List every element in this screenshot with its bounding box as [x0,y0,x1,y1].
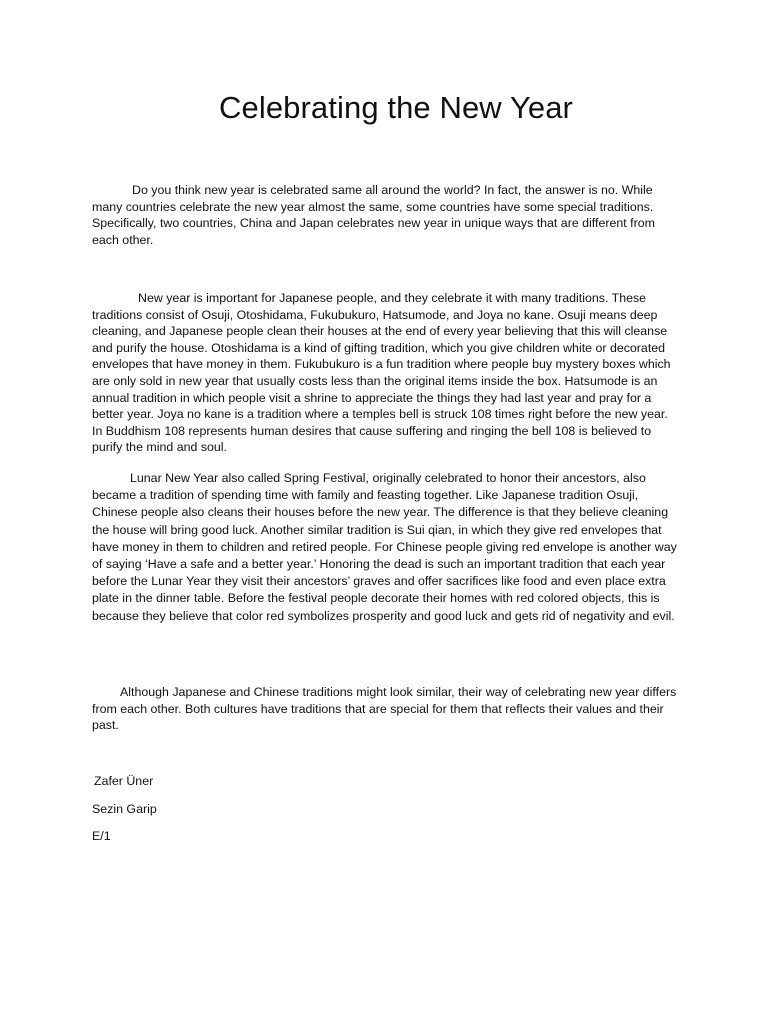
paragraph-china: Lunar New Year also called Spring Festival, originally celebrated to honor their ancestors, also became a tradition of spending time with family and feasting together. Like Japanese tradition Osuji, Chinese people also cleans their houses before the new year. The difference is that they believe cleaning the house will bring good luck. Another similar tradition is Sui qian, in which they give red envelopes that have money in them to children and retired people. For Chinese people giving red envelope is another way of saying ‘Have a safe and a better year.’ Honoring the dead is such an important tradition that each year before the Lunar Year they visit their ancestors’ graves and offer sacrifices like food and even place extra plate in the dinner table. Before the festival people decorate their homes with red colored objects, this is because they believe that color red symbolizes prosperity and good luck and gets rid of negativity and evil. [92,471,677,623]
class-label: E/1 [92,829,111,843]
author-name-1: Zafer Üner [94,774,154,788]
author-name-2: Sezin Garip [92,802,157,816]
paragraph-conclusion: Although Japanese and Chinese traditions might look similar, their way of celebrating new year differs from each other. Both cultures have traditions that are special for them that reflects their values and their past. [92,685,677,733]
page-title: Celebrating the New Year [219,90,573,125]
paragraph-intro: Do you think new year is celebrated same all around the world? In fact, the answer is no. While many countries celebrate the new year almost the same, some countries have some special traditions. Specifically, two countries, China and Japan celebrates new year in unique ways that are different from each other. [92,183,655,247]
paragraph-japan: New year is important for Japanese people, and they celebrate it with many traditions. These traditions consist of Osuji, Otoshidama, Fukubukuro, Hatsumode, and Joya no kane. Osuji means deep cleaning, and Japanese people clean their houses at the end of every year believing that this will cleanse and purify the house. Otoshidama is a kind of gifting tradition, which you give children white or decorated envelopes that have money in them. Fukubukuro is a fun tradition where people buy mystery boxes which are only sold in new year that usually costs less than the original items inside the box. Hatsumode is an annual tradition in which people visit a shrine to appreciate the things they had last year and pray for a better year. Joya no kane is a tradition where a temples bell is struck 108 times right before the new year. In Buddhism 108 represents human desires that cause suffering and ringing the bell 108 is believed to purify the mind and soul. [92,291,671,455]
